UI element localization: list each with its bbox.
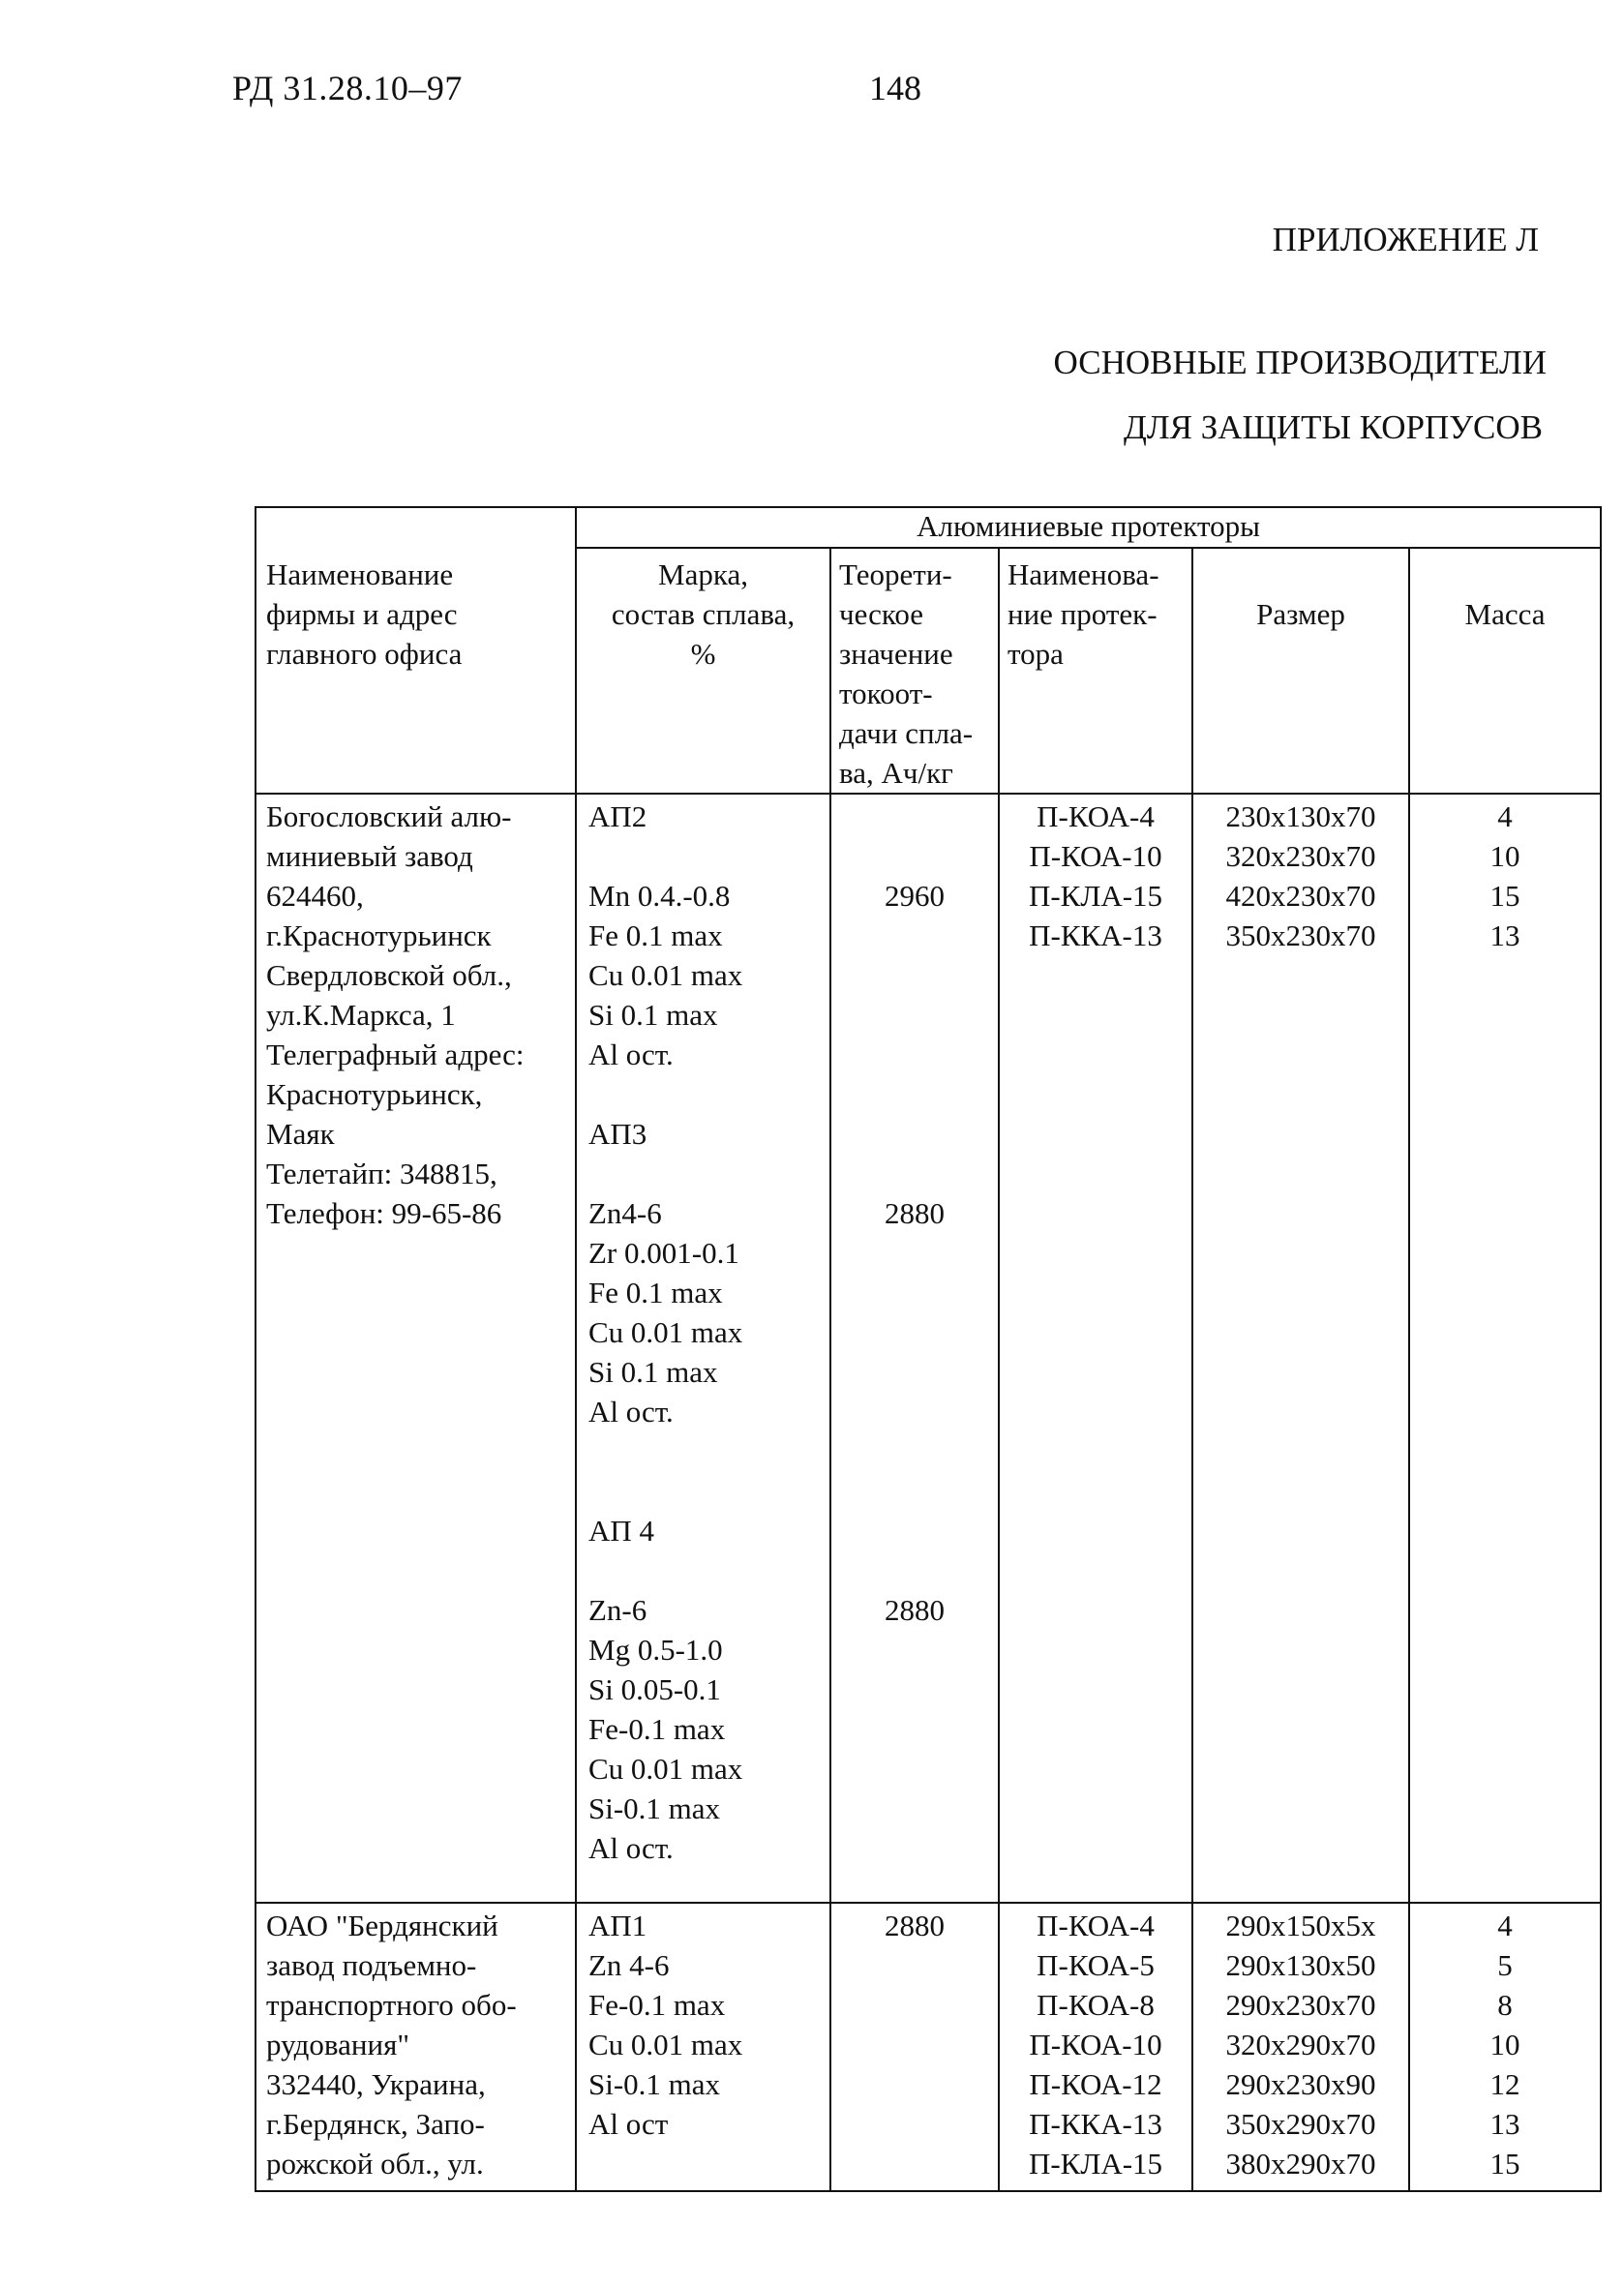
company-line: транспортного обо- bbox=[266, 1988, 517, 2022]
alloy-line: Fe-0.1 max bbox=[588, 1988, 726, 2022]
alloy-line: Fe-0.1 max bbox=[588, 1712, 726, 1746]
size-cell bbox=[1192, 794, 1409, 1903]
protector-name: П-КЛА-15 bbox=[1028, 2147, 1163, 2181]
group-header-aluminium-protectors: Алюминиевые протекторы bbox=[576, 507, 1601, 548]
header-size bbox=[1192, 548, 1409, 794]
protector-mass: 13 bbox=[1489, 2107, 1520, 2141]
protector-size: 230x130x70 bbox=[1225, 799, 1376, 833]
protector-mass: 10 bbox=[1489, 839, 1520, 873]
company-line: ул.К.Маркса, 1 bbox=[266, 998, 456, 1032]
alloy-line: Zr 0.001-0.1 bbox=[588, 1236, 739, 1270]
alloy-line: Al ост. bbox=[588, 1395, 674, 1429]
protector-size: 380x290x70 bbox=[1225, 2147, 1376, 2181]
company-line: рожской обл., ул. bbox=[266, 2147, 484, 2181]
protector-size: 320x230x70 bbox=[1225, 839, 1376, 873]
company-line: миниевый завод bbox=[266, 839, 473, 873]
company-line: Телефон: 99-65-86 bbox=[266, 1196, 502, 1230]
header-grade bbox=[576, 548, 830, 794]
theoretical-value-cell bbox=[830, 794, 999, 1903]
company-line: Маяк bbox=[266, 1117, 335, 1151]
alloy-line: Zn-6 bbox=[588, 1593, 647, 1627]
theoretical-value-cell bbox=[830, 1903, 999, 2191]
protector-size: 290x230x70 bbox=[1225, 1988, 1376, 2022]
header-theoretical-line: значение bbox=[839, 637, 953, 671]
protector-name: П-КЛА-15 bbox=[1028, 879, 1163, 913]
theoretical-value: 2880 bbox=[885, 1196, 945, 1230]
alloy-line: Fe 0.1 max bbox=[588, 918, 723, 952]
theoretical-value: 2880 bbox=[885, 1909, 945, 1942]
protector-mass: 15 bbox=[1489, 2147, 1520, 2181]
company-line: рудования" bbox=[266, 2028, 409, 2061]
protector-name: П-КОА-4 bbox=[1037, 1909, 1155, 1942]
theoretical-value: 2960 bbox=[885, 879, 945, 913]
header-mass bbox=[1409, 548, 1601, 794]
alloy-line: АП3 bbox=[588, 1117, 647, 1151]
size-cell bbox=[1192, 1903, 1409, 2191]
protector-name: П-ККА-13 bbox=[1029, 918, 1162, 952]
header-theoretical-line: Теорети- bbox=[839, 557, 952, 591]
manufacturers-table bbox=[255, 506, 1602, 2192]
protector-mass: 12 bbox=[1489, 2067, 1520, 2101]
protector-name-cell bbox=[999, 794, 1192, 1903]
header-grade-line: состав сплава, bbox=[611, 597, 796, 631]
company-line: Свердловской обл., bbox=[266, 958, 512, 992]
protector-size: 290x150x5x bbox=[1225, 1909, 1376, 1942]
protector-size: 350x230x70 bbox=[1225, 918, 1376, 952]
company-line: Телетайп: 348815, bbox=[266, 1157, 497, 1190]
protector-mass: 8 bbox=[1497, 1988, 1513, 2022]
alloy-line: Mn 0.4.-0.8 bbox=[588, 879, 731, 913]
header-protector-line: тора bbox=[1007, 637, 1064, 671]
protector-size: 290x130x50 bbox=[1225, 1948, 1376, 1982]
alloy-line: Mg 0.5-1.0 bbox=[588, 1633, 723, 1667]
header-theoretical-value bbox=[830, 548, 999, 794]
alloy-line: АП2 bbox=[588, 799, 647, 833]
protector-name: П-КОА-10 bbox=[1029, 839, 1162, 873]
header-protector-name bbox=[999, 548, 1192, 794]
company-line: 624460, bbox=[266, 879, 364, 913]
header-theoretical-line: дачи спла- bbox=[839, 716, 974, 750]
header-company-line: главного офиса bbox=[266, 637, 463, 671]
document-code: РД 31.28.10–97 bbox=[232, 69, 463, 107]
protector-mass: 4 bbox=[1497, 799, 1513, 833]
protector-size: 420x230x70 bbox=[1225, 879, 1376, 913]
alloy-line: Si 0.05-0.1 bbox=[588, 1672, 721, 1706]
mass-cell bbox=[1409, 1903, 1601, 2191]
company-cell bbox=[256, 1903, 576, 2191]
header-protector-line: ние протек- bbox=[1007, 597, 1158, 631]
header-company-line: Наименование bbox=[266, 557, 454, 591]
header-company-line: фирмы и адрес bbox=[266, 597, 458, 631]
alloy-line: Al ост bbox=[588, 2107, 669, 2141]
company-cell bbox=[256, 794, 576, 1903]
protector-mass: 4 bbox=[1497, 1909, 1513, 1942]
company-line: Телеграфный адрес: bbox=[266, 1038, 525, 1071]
mass-cell bbox=[1409, 794, 1601, 1903]
protector-name-cell bbox=[999, 1903, 1192, 2191]
header-protector-line: Наименова- bbox=[1007, 557, 1159, 591]
alloy-line: Cu 0.01 max bbox=[588, 1752, 743, 1786]
protector-name: П-КОА-12 bbox=[1029, 2067, 1162, 2101]
company-line: 332440, Украина, bbox=[266, 2067, 486, 2101]
protector-size: 350x290x70 bbox=[1225, 2107, 1376, 2141]
protector-name: П-ККА-13 bbox=[1029, 2107, 1162, 2141]
alloy-line: Cu 0.01 max bbox=[588, 1315, 743, 1349]
alloy-line: Fe 0.1 max bbox=[588, 1276, 723, 1309]
protector-mass: 13 bbox=[1489, 918, 1520, 952]
title-line-1: ОСНОВНЫЕ ПРОИЗВОДИТЕЛИ bbox=[1053, 344, 1547, 381]
alloy-cell bbox=[576, 1903, 830, 2191]
alloy-line: Si-0.1 max bbox=[588, 1791, 721, 1825]
title-line-2: ДЛЯ ЗАЩИТЫ КОРПУСОВ bbox=[1124, 408, 1543, 446]
alloy-line: АП1 bbox=[588, 1909, 647, 1942]
protector-name: П-КОА-8 bbox=[1037, 1988, 1155, 2022]
company-line: ОАО "Бердянский bbox=[266, 1909, 498, 1942]
protector-name: П-КОА-4 bbox=[1037, 799, 1155, 833]
protector-name: П-КОА-10 bbox=[1029, 2028, 1162, 2061]
protector-mass: 5 bbox=[1497, 1948, 1513, 1982]
company-line: завод подъемно- bbox=[266, 1948, 477, 1982]
company-line: Краснотурьинск, bbox=[266, 1077, 483, 1111]
table-row bbox=[256, 1903, 1601, 2191]
protector-name: П-КОА-5 bbox=[1037, 1948, 1155, 1982]
protector-mass: 15 bbox=[1489, 879, 1520, 913]
header-grade-line: % bbox=[690, 637, 716, 671]
alloy-line: Zn 4-6 bbox=[588, 1948, 670, 1982]
company-line: г.Краснотурьинск bbox=[266, 918, 492, 952]
appendix-label: ПРИЛОЖЕНИЕ Л bbox=[1272, 221, 1539, 258]
alloy-line: Cu 0.01 max bbox=[588, 958, 743, 992]
alloy-line: Al ост. bbox=[588, 1831, 674, 1865]
header-size-label: Размер bbox=[1256, 597, 1345, 631]
alloy-line: Si 0.1 max bbox=[588, 998, 718, 1032]
alloy-line: Zn4-6 bbox=[588, 1196, 662, 1230]
table-row bbox=[256, 794, 1601, 1903]
alloy-line: Si-0.1 max bbox=[588, 2067, 721, 2101]
header-company bbox=[256, 507, 576, 794]
header-theoretical-line: ва, Ач/кг bbox=[839, 756, 953, 790]
protector-size: 320x290x70 bbox=[1225, 2028, 1376, 2061]
theoretical-value: 2880 bbox=[885, 1593, 945, 1627]
alloy-line: Al ост. bbox=[588, 1038, 674, 1071]
protector-mass: 10 bbox=[1489, 2028, 1520, 2061]
company-line: Богословский алю- bbox=[266, 799, 512, 833]
page-number: 148 bbox=[869, 69, 921, 107]
protector-size: 290x230x90 bbox=[1225, 2067, 1376, 2101]
company-line: г.Бердянск, Запо- bbox=[266, 2107, 485, 2141]
header-theoretical-line: токоот- bbox=[839, 677, 933, 710]
alloy-line: АП 4 bbox=[588, 1514, 655, 1548]
header-theoretical-line: ческое bbox=[839, 597, 924, 631]
alloy-line: Si 0.1 max bbox=[588, 1355, 718, 1389]
alloy-line: Cu 0.01 max bbox=[588, 2028, 743, 2061]
alloy-cell bbox=[576, 794, 830, 1903]
header-mass-label: Масса bbox=[1464, 597, 1546, 631]
header-grade-line: Марка, bbox=[658, 557, 748, 591]
